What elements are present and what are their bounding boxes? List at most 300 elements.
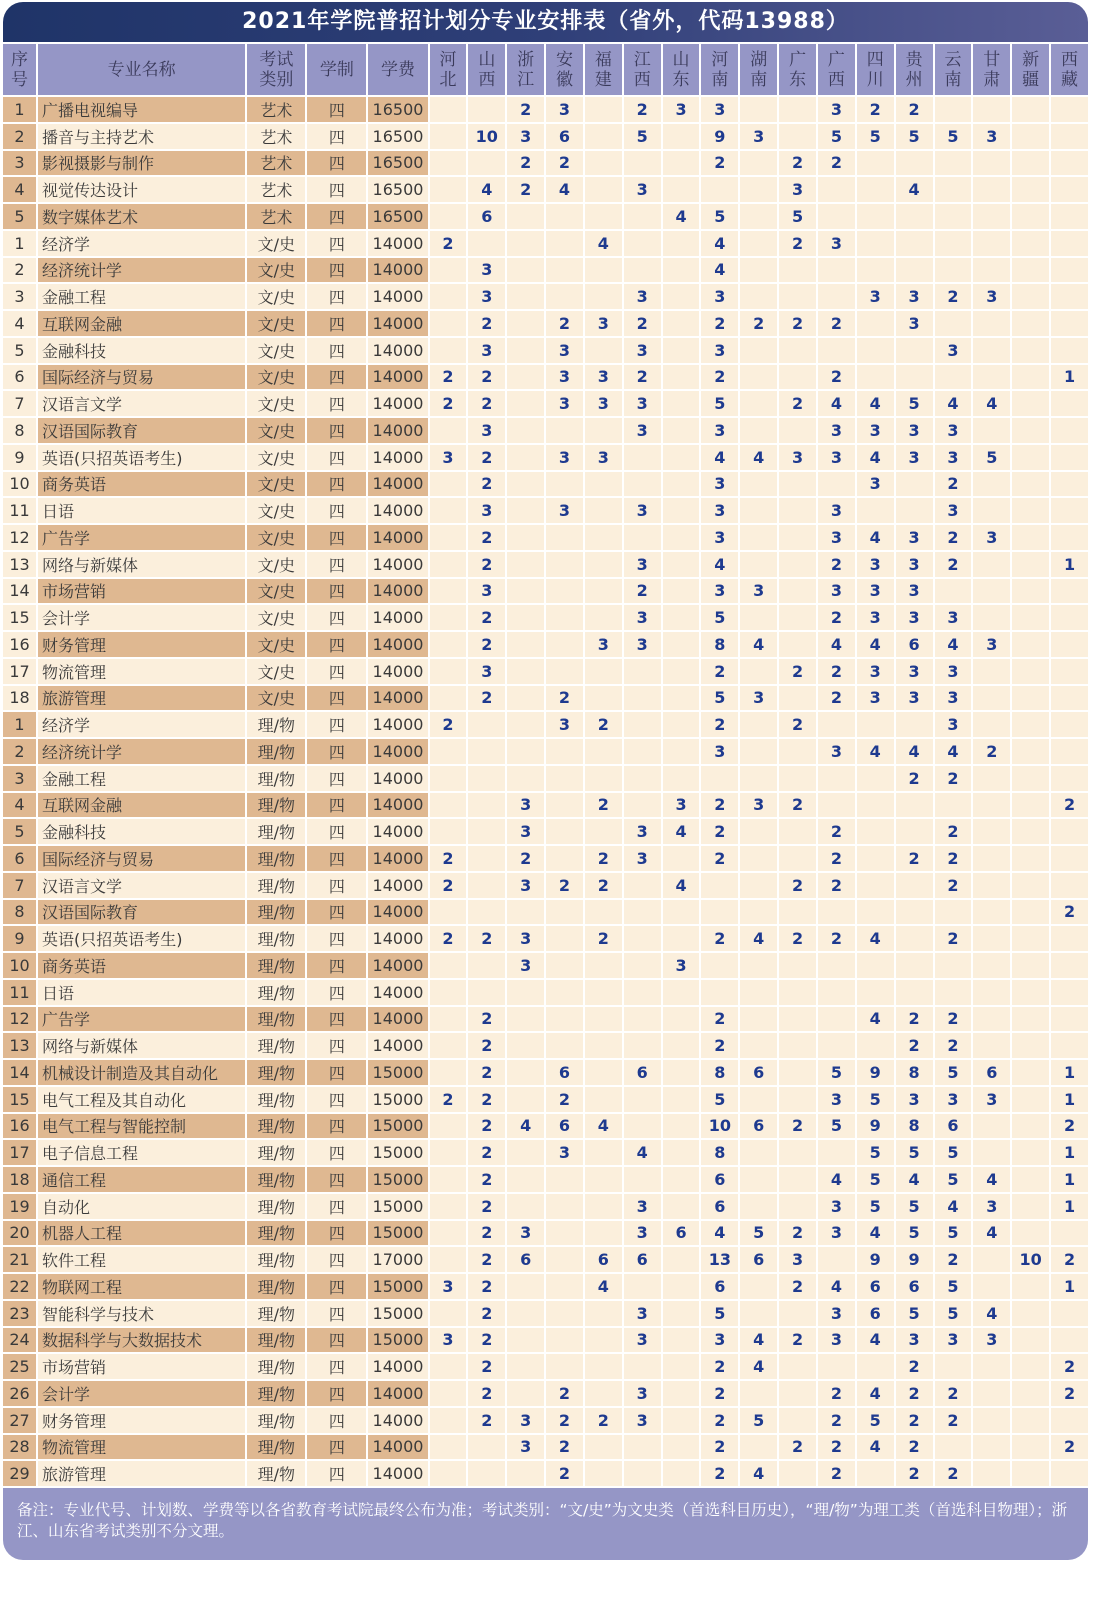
cell-duration: 四 (307, 472, 366, 497)
cell-quota: 2 (430, 712, 467, 737)
cell-quota: 3 (857, 284, 894, 309)
cell-quota (663, 1301, 700, 1326)
cell-quota (663, 284, 700, 309)
cell-quota (935, 311, 972, 336)
cell-quota: 3 (818, 1221, 855, 1246)
cell-duration: 四 (307, 124, 366, 149)
header-province: 四川 (857, 44, 894, 95)
cell-quota: 3 (507, 793, 544, 818)
cell-exam-type: 文/史 (247, 552, 305, 577)
cell-quota: 2 (779, 311, 816, 336)
cell-quota (663, 766, 700, 791)
cell-quota: 6 (857, 1301, 894, 1326)
cell-major-name: 金融工程 (38, 284, 245, 309)
cell-quota: 3 (896, 659, 933, 684)
cell-quota (1012, 793, 1049, 818)
cell-duration: 四 (307, 311, 366, 336)
cell-quota: 3 (818, 739, 855, 764)
cell-quota (468, 953, 505, 978)
cell-quota: 3 (935, 659, 972, 684)
cell-seq: 5 (3, 204, 36, 229)
cell-quota (430, 953, 467, 978)
table-row (3, 97, 1088, 122)
cell-exam-type: 理/物 (247, 1354, 305, 1379)
cell-quota: 3 (779, 1247, 816, 1272)
cell-quota: 2 (468, 1408, 505, 1433)
cell-quota (740, 151, 777, 176)
cell-quota (740, 980, 777, 1005)
cell-quota (973, 926, 1010, 951)
cell-seq: 8 (3, 900, 36, 925)
cell-quota (896, 365, 933, 390)
cell-quota (779, 1140, 816, 1165)
cell-exam-type: 文/史 (247, 284, 305, 309)
cell-quota (1051, 311, 1088, 336)
cell-quota: 3 (663, 953, 700, 978)
cell-major-name: 金融科技 (38, 338, 245, 363)
cell-quota (973, 498, 1010, 523)
cell-seq: 6 (3, 846, 36, 871)
cell-quota (507, 1461, 544, 1486)
cell-quota (468, 980, 505, 1005)
table-row (3, 1461, 1088, 1486)
cell-quota: 5 (740, 1408, 777, 1433)
cell-quota: 2 (468, 1087, 505, 1112)
cell-quota (857, 311, 894, 336)
cell-quota: 8 (896, 1060, 933, 1085)
cell-duration: 四 (307, 659, 366, 684)
cell-quota (1051, 659, 1088, 684)
cell-quota: 2 (1051, 1247, 1088, 1272)
cell-quota: 3 (740, 793, 777, 818)
cell-quota (1012, 1274, 1049, 1299)
cell-quota: 3 (973, 1194, 1010, 1219)
cell-quota: 4 (973, 1221, 1010, 1246)
cell-quota: 2 (430, 846, 467, 871)
cell-quota (896, 953, 933, 978)
cell-quota (896, 258, 933, 283)
cell-quota (663, 712, 700, 737)
cell-seq: 15 (3, 1087, 36, 1112)
cell-quota: 2 (468, 1301, 505, 1326)
cell-quota (779, 1354, 816, 1379)
cell-quota (740, 365, 777, 390)
cell-quota (1051, 151, 1088, 176)
cell-quota: 3 (935, 686, 972, 711)
cell-quota: 2 (468, 1114, 505, 1139)
cell-quota: 9 (701, 124, 738, 149)
cell-quota: 2 (935, 873, 972, 898)
cell-quota: 4 (585, 1274, 622, 1299)
cell-quota: 10 (1012, 1247, 1049, 1272)
cell-exam-type: 理/物 (247, 846, 305, 871)
cell-seq: 2 (3, 124, 36, 149)
cell-quota: 2 (468, 1328, 505, 1353)
cell-seq: 25 (3, 1354, 36, 1379)
cell-quota (973, 819, 1010, 844)
cell-quota: 4 (701, 445, 738, 470)
cell-quota: 2 (935, 926, 972, 951)
cell-seq: 9 (3, 926, 36, 951)
cell-quota (663, 151, 700, 176)
cell-quota (430, 472, 467, 497)
cell-major-name: 经济学 (38, 231, 245, 256)
cell-exam-type: 理/物 (247, 980, 305, 1005)
cell-quota: 3 (896, 284, 933, 309)
cell-quota (585, 1301, 622, 1326)
cell-quota (935, 900, 972, 925)
cell-quota: 2 (818, 659, 855, 684)
cell-quota: 4 (935, 1194, 972, 1219)
cell-quota (663, 418, 700, 443)
cell-quota: 3 (507, 1408, 544, 1433)
header-province: 福建 (585, 44, 622, 95)
cell-quota (624, 739, 661, 764)
cell-major-name: 物联网工程 (38, 1274, 245, 1299)
cell-quota (818, 258, 855, 283)
cell-quota (779, 525, 816, 550)
cell-quota (546, 284, 583, 309)
cell-quota: 6 (935, 1114, 972, 1139)
cell-quota (468, 819, 505, 844)
cell-fee: 14000 (368, 231, 427, 256)
table-row (3, 177, 1088, 202)
cell-quota (857, 793, 894, 818)
cell-quota (663, 900, 700, 925)
table-row (3, 151, 1088, 176)
cell-duration: 四 (307, 632, 366, 657)
cell-quota: 5 (935, 124, 972, 149)
cell-duration: 四 (307, 1087, 366, 1112)
cell-quota: 3 (896, 525, 933, 550)
cell-quota (779, 819, 816, 844)
cell-quota: 3 (624, 1221, 661, 1246)
cell-quota (663, 498, 700, 523)
cell-quota (857, 177, 894, 202)
table-row (3, 980, 1088, 1005)
cell-quota: 6 (973, 1060, 1010, 1085)
cell-quota: 9 (857, 1247, 894, 1272)
cell-quota (663, 258, 700, 283)
cell-quota (779, 1381, 816, 1406)
cell-quota: 5 (935, 1274, 972, 1299)
cell-quota (663, 1167, 700, 1192)
cell-quota (973, 980, 1010, 1005)
cell-quota: 3 (818, 1194, 855, 1219)
cell-fee: 14000 (368, 579, 427, 604)
cell-quota (1051, 1328, 1088, 1353)
cell-quota: 2 (779, 873, 816, 898)
cell-major-name: 英语(只招英语考生) (38, 926, 245, 951)
cell-quota (585, 258, 622, 283)
cell-quota: 2 (468, 552, 505, 577)
cell-quota (663, 311, 700, 336)
cell-major-name: 旅游管理 (38, 686, 245, 711)
cell-quota (430, 1167, 467, 1192)
cell-quota (818, 793, 855, 818)
cell-quota: 3 (935, 338, 972, 363)
cell-exam-type: 文/史 (247, 338, 305, 363)
cell-quota: 4 (857, 926, 894, 951)
cell-quota (1012, 846, 1049, 871)
cell-quota (624, 926, 661, 951)
cell-major-name: 通信工程 (38, 1167, 245, 1192)
cell-quota: 5 (818, 124, 855, 149)
cell-quota (935, 231, 972, 256)
cell-quota: 2 (468, 632, 505, 657)
cell-duration: 四 (307, 177, 366, 202)
cell-quota (624, 1435, 661, 1460)
table-row (3, 846, 1088, 871)
cell-quota (585, 525, 622, 550)
cell-major-name: 商务英语 (38, 953, 245, 978)
cell-quota (1012, 1194, 1049, 1219)
cell-quota (1012, 97, 1049, 122)
cell-quota (1012, 632, 1049, 657)
cell-quota (896, 793, 933, 818)
cell-quota: 3 (507, 953, 544, 978)
cell-quota (740, 97, 777, 122)
cell-quota (546, 632, 583, 657)
cell-quota: 3 (624, 418, 661, 443)
cell-quota (507, 1328, 544, 1353)
cell-quota (585, 1381, 622, 1406)
cell-quota: 6 (546, 1060, 583, 1085)
cell-quota: 3 (701, 472, 738, 497)
cell-quota: 4 (857, 1328, 894, 1353)
cell-quota (779, 1060, 816, 1085)
cell-duration: 四 (307, 739, 366, 764)
cell-quota (663, 1194, 700, 1219)
cell-quota: 6 (701, 1274, 738, 1299)
cell-quota: 3 (935, 445, 972, 470)
cell-quota (973, 311, 1010, 336)
cell-quota: 2 (468, 1033, 505, 1058)
cell-quota (973, 1033, 1010, 1058)
cell-quota (507, 659, 544, 684)
cell-quota: 2 (818, 846, 855, 871)
table-row (3, 1007, 1088, 1032)
page-title: 2021年学院普招计划分专业安排表（省外，代码13988） (3, 2, 1088, 42)
cell-quota: 2 (779, 1221, 816, 1246)
cell-quota (663, 177, 700, 202)
cell-quota: 3 (857, 659, 894, 684)
cell-quota: 3 (973, 525, 1010, 550)
cell-quota: 3 (507, 124, 544, 149)
cell-quota (1051, 1301, 1088, 1326)
cell-quota: 2 (468, 605, 505, 630)
cell-quota (935, 258, 972, 283)
cell-fee: 14000 (368, 686, 427, 711)
cell-quota: 3 (430, 445, 467, 470)
cell-quota (973, 177, 1010, 202)
cell-quota (740, 258, 777, 283)
cell-quota (430, 311, 467, 336)
cell-quota: 5 (896, 1194, 933, 1219)
cell-quota: 4 (935, 632, 972, 657)
footnote: 备注：专业代号、计划数、学费等以各省教育考试院最终公布为准；考试类别：“文/史”为文史类（首选科目历史），“理/物”为理工类（首选科目物理）；浙江、山东省考试类别不分文理。 (3, 1488, 1088, 1560)
cell-quota: 2 (468, 525, 505, 550)
cell-quota (818, 1033, 855, 1058)
cell-quota (740, 873, 777, 898)
cell-quota (507, 418, 544, 443)
cell-quota: 9 (857, 1114, 894, 1139)
cell-quota (779, 1461, 816, 1486)
cell-quota (1051, 632, 1088, 657)
cell-exam-type: 文/史 (247, 659, 305, 684)
cell-quota: 2 (701, 1007, 738, 1032)
cell-quota (740, 1274, 777, 1299)
cell-seq: 14 (3, 1060, 36, 1085)
cell-quota (1051, 258, 1088, 283)
cell-quota: 2 (701, 365, 738, 390)
cell-quota (857, 712, 894, 737)
cell-quota: 4 (857, 1381, 894, 1406)
cell-quota (818, 472, 855, 497)
cell-quota (779, 418, 816, 443)
cell-quota: 2 (1051, 1381, 1088, 1406)
cell-quota: 2 (701, 1033, 738, 1058)
cell-quota (818, 1007, 855, 1032)
table-body (3, 97, 1088, 1486)
cell-fee: 14000 (368, 980, 427, 1005)
cell-seq: 19 (3, 1194, 36, 1219)
cell-seq: 7 (3, 391, 36, 416)
cell-duration: 四 (307, 1114, 366, 1139)
cell-duration: 四 (307, 338, 366, 363)
cell-quota (585, 1354, 622, 1379)
cell-quota: 5 (896, 124, 933, 149)
cell-quota: 4 (857, 445, 894, 470)
cell-major-name: 广告学 (38, 525, 245, 550)
cell-quota: 2 (468, 1247, 505, 1272)
cell-quota (1051, 980, 1088, 1005)
cell-fee: 14000 (368, 766, 427, 791)
cell-quota (779, 900, 816, 925)
cell-quota: 2 (935, 846, 972, 871)
cell-quota: 3 (740, 124, 777, 149)
cell-quota (430, 1435, 467, 1460)
cell-quota (546, 1167, 583, 1192)
cell-quota: 4 (507, 1114, 544, 1139)
cell-quota (857, 819, 894, 844)
table-row (3, 1301, 1088, 1326)
cell-quota (430, 579, 467, 604)
cell-quota (585, 151, 622, 176)
cell-quota (973, 258, 1010, 283)
cell-quota: 2 (585, 1408, 622, 1433)
cell-quota: 2 (468, 1221, 505, 1246)
cell-quota (935, 97, 972, 122)
cell-major-name: 互联网金融 (38, 793, 245, 818)
cell-quota (624, 151, 661, 176)
cell-quota: 2 (818, 1435, 855, 1460)
cell-exam-type: 理/物 (247, 873, 305, 898)
cell-quota (1012, 953, 1049, 978)
cell-quota: 3 (507, 873, 544, 898)
cell-quota: 2 (507, 151, 544, 176)
cell-exam-type: 理/物 (247, 1033, 305, 1058)
cell-exam-type: 理/物 (247, 1114, 305, 1139)
cell-quota: 3 (896, 311, 933, 336)
cell-seq: 6 (3, 365, 36, 390)
table-row (3, 953, 1088, 978)
cell-quota (546, 231, 583, 256)
cell-quota: 2 (896, 1381, 933, 1406)
cell-quota (507, 1087, 544, 1112)
cell-duration: 四 (307, 1461, 366, 1486)
cell-quota (701, 873, 738, 898)
cell-quota (663, 1140, 700, 1165)
cell-quota: 3 (507, 1435, 544, 1460)
cell-exam-type: 理/物 (247, 1087, 305, 1112)
cell-quota: 2 (818, 819, 855, 844)
cell-quota: 1 (1051, 1060, 1088, 1085)
cell-quota: 4 (896, 739, 933, 764)
cell-quota (430, 1114, 467, 1139)
cell-quota (507, 472, 544, 497)
cell-quota (546, 900, 583, 925)
cell-quota (1012, 1140, 1049, 1165)
cell-exam-type: 理/物 (247, 1060, 305, 1085)
cell-quota (624, 204, 661, 229)
cell-quota (779, 980, 816, 1005)
cell-major-name: 网络与新媒体 (38, 552, 245, 577)
cell-quota: 3 (585, 632, 622, 657)
cell-quota: 3 (818, 525, 855, 550)
cell-seq: 13 (3, 552, 36, 577)
cell-exam-type: 文/史 (247, 418, 305, 443)
cell-quota: 6 (468, 204, 505, 229)
cell-quota: 2 (546, 1408, 583, 1433)
cell-quota (973, 1461, 1010, 1486)
table-row (3, 1354, 1088, 1379)
cell-quota (740, 1087, 777, 1112)
cell-quota (740, 659, 777, 684)
cell-quota (624, 1033, 661, 1058)
cell-quota: 3 (935, 605, 972, 630)
cell-quota (857, 980, 894, 1005)
cell-quota: 4 (546, 177, 583, 202)
header-province: 西藏 (1051, 44, 1088, 95)
cell-quota: 3 (624, 632, 661, 657)
cell-quota (701, 953, 738, 978)
cell-quota (1012, 712, 1049, 737)
cell-exam-type: 文/史 (247, 311, 305, 336)
cell-fee: 14000 (368, 552, 427, 577)
cell-quota (1051, 231, 1088, 256)
cell-quota (663, 1114, 700, 1139)
header-province: 甘肃 (973, 44, 1010, 95)
table-row (3, 418, 1088, 443)
cell-quota (1012, 659, 1049, 684)
cell-quota: 2 (818, 605, 855, 630)
cell-quota (740, 391, 777, 416)
table-row (3, 739, 1088, 764)
cell-quota (973, 766, 1010, 791)
cell-quota: 6 (624, 1247, 661, 1272)
cell-quota (663, 1033, 700, 1058)
cell-quota (1012, 445, 1049, 470)
cell-fee: 14000 (368, 846, 427, 871)
cell-quota (740, 766, 777, 791)
cell-quota: 2 (624, 365, 661, 390)
cell-quota: 1 (1051, 1167, 1088, 1192)
cell-quota: 2 (935, 819, 972, 844)
cell-fee: 14000 (368, 712, 427, 737)
cell-quota: 5 (896, 391, 933, 416)
cell-quota (663, 739, 700, 764)
